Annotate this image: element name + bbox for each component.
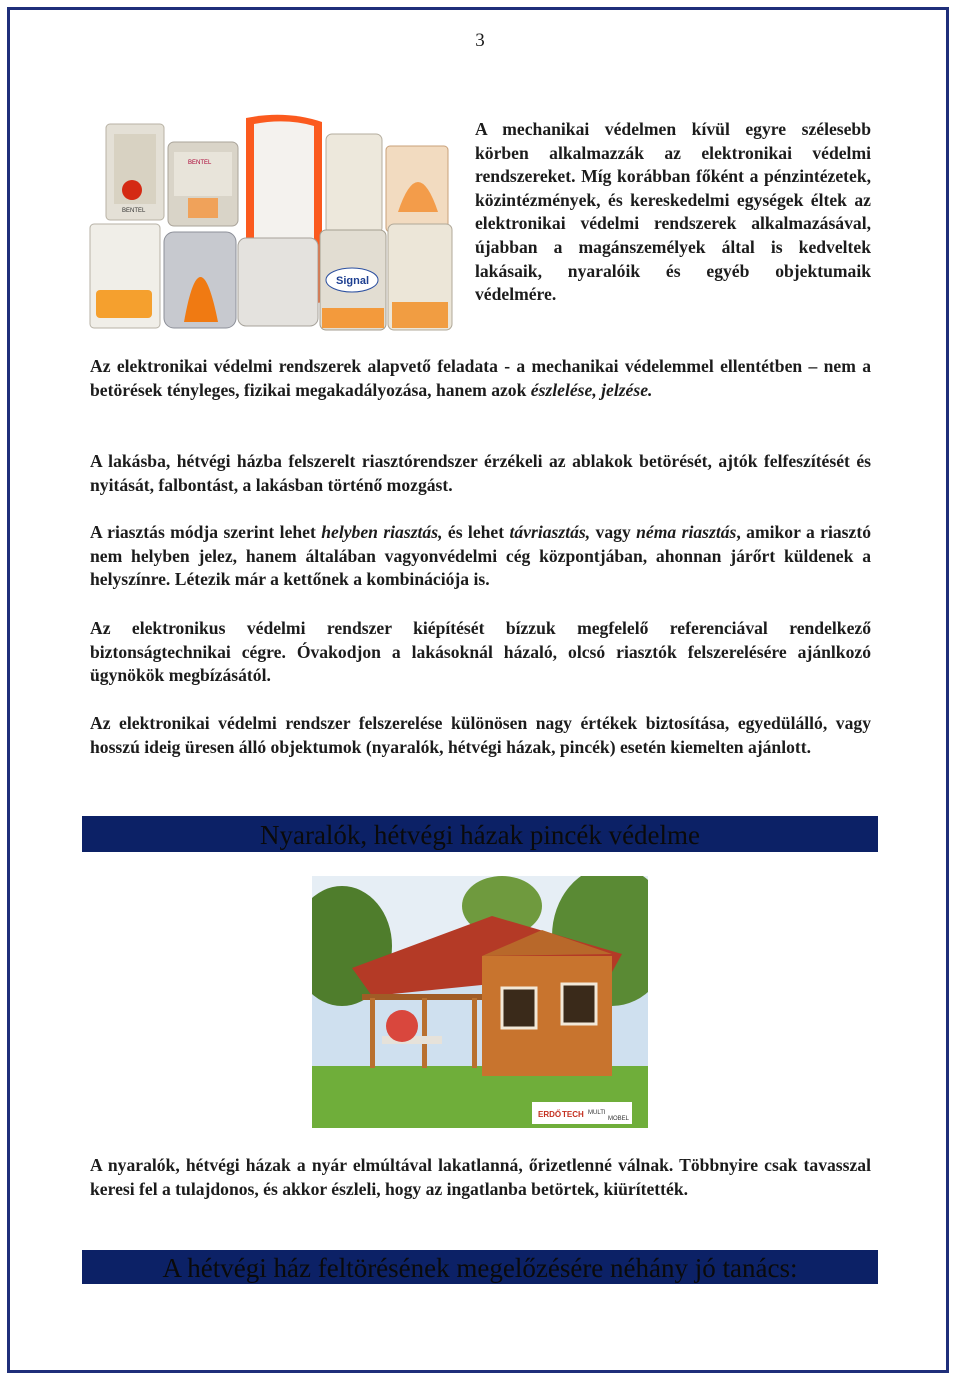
paragraph-emphasis: észlelése, jelzése.: [530, 379, 653, 400]
page-number: 3: [475, 30, 485, 51]
siren-brand-label: BENTEL: [122, 208, 146, 214]
intro-paragraph: A mechanikai védelmen kívül egyre szélesebb körben alkalmazzák az elektronikai védelmi rendszereket. Míg korábban főként a pénzintézetek, közintézmények, és kereskedelmi egységek éltek az elektronikai védelmi rendszerek alkalmazásával, újabban a magánszemélyek által is kedveltek lakásaik, nyaralóik és egyéb objektumaik védelmére.: [475, 119, 871, 305]
term-remote-alarm: távriasztás,: [509, 522, 591, 542]
section-heading-tips: A hétvégi ház feltörésének megelőzésére néhány jó tanács:: [82, 1250, 878, 1284]
paragraph-text: Az elektronikai védelmi rendszerek alapvető feladata - a mechanikai védelemmel ellentétben – nem a betörések tényleges, fizikai megakadályozása, hanem azok: [90, 356, 871, 400]
section-heading-holiday-homes: Nyaralók, hétvégi házak pincék védelme: [82, 816, 878, 852]
paragraph-electronic-task: [90, 355, 871, 402]
siren-brand-label: BENTEL: [188, 160, 212, 166]
paragraph-alarm-detection: A lakásba, hétvégi házba felszerelt riasztórendszer érzékeli az ablakok betörését, ajtók felfeszítését és nyitását, falbontást, a lakásban történő mozgást.: [90, 451, 871, 495]
paragraph-recommendation: Az elektronikai védelmi rendszer felszerelése különösen nagy értékek biztosítása, egyedülálló, vagy hosszú ideig üresen álló objektumok (nyaralók, hétvégi házak, pincék) esetén kiemelten ajánlott.: [90, 713, 871, 757]
paragraph-text: vagy: [590, 522, 637, 542]
siren-brand-label: Signal: [336, 275, 370, 287]
paragraph-installer-advice: Az elektronikus védelmi rendszer kiépítését bízzuk megfelelő referenciával rendelkező biztonságtechnikai cégre. Óvakodjon a lakásoknál házaló, olcsó riasztók felszerelésére ajánlkozó ügynökök megbízásától.: [90, 618, 871, 686]
paragraph-text: , amikor a riasztó nem helyben jelez, hanem általában vagyonvédelmi cég központjában, ahonnan járőrt küldenek a helyszínre. Létezik már a kettőnek a kombinációja is.: [90, 522, 871, 590]
house-logo-text: TECH: [562, 1110, 584, 1119]
term-local-alarm: helyben riasztás,: [321, 522, 443, 542]
alarm-sirens-photo: [88, 112, 456, 334]
holiday-house-photo: [312, 876, 648, 1128]
house-logo-text: ERDŐ: [538, 1110, 562, 1119]
paragraph-text: A riasztás módja szerint lehet: [90, 522, 322, 542]
paragraph-holiday-homes: A nyaralók, hétvégi házak a nyár elmúltával lakatlanná, őrizetlenné válnak. Többnyire csak tavasszal keresi fel a tulajdonos, és akkor észleli, hogy az ingatlanba betörtek, kiürítették.: [90, 1155, 871, 1199]
house-logo-text: MULTI: [588, 1110, 606, 1116]
house-logo-text: MOBEL: [608, 1116, 630, 1122]
paragraph-text: és lehet: [442, 522, 510, 542]
paragraph-alarm-modes: [90, 521, 871, 592]
term-silent-alarm: néma riasztás: [636, 522, 737, 542]
